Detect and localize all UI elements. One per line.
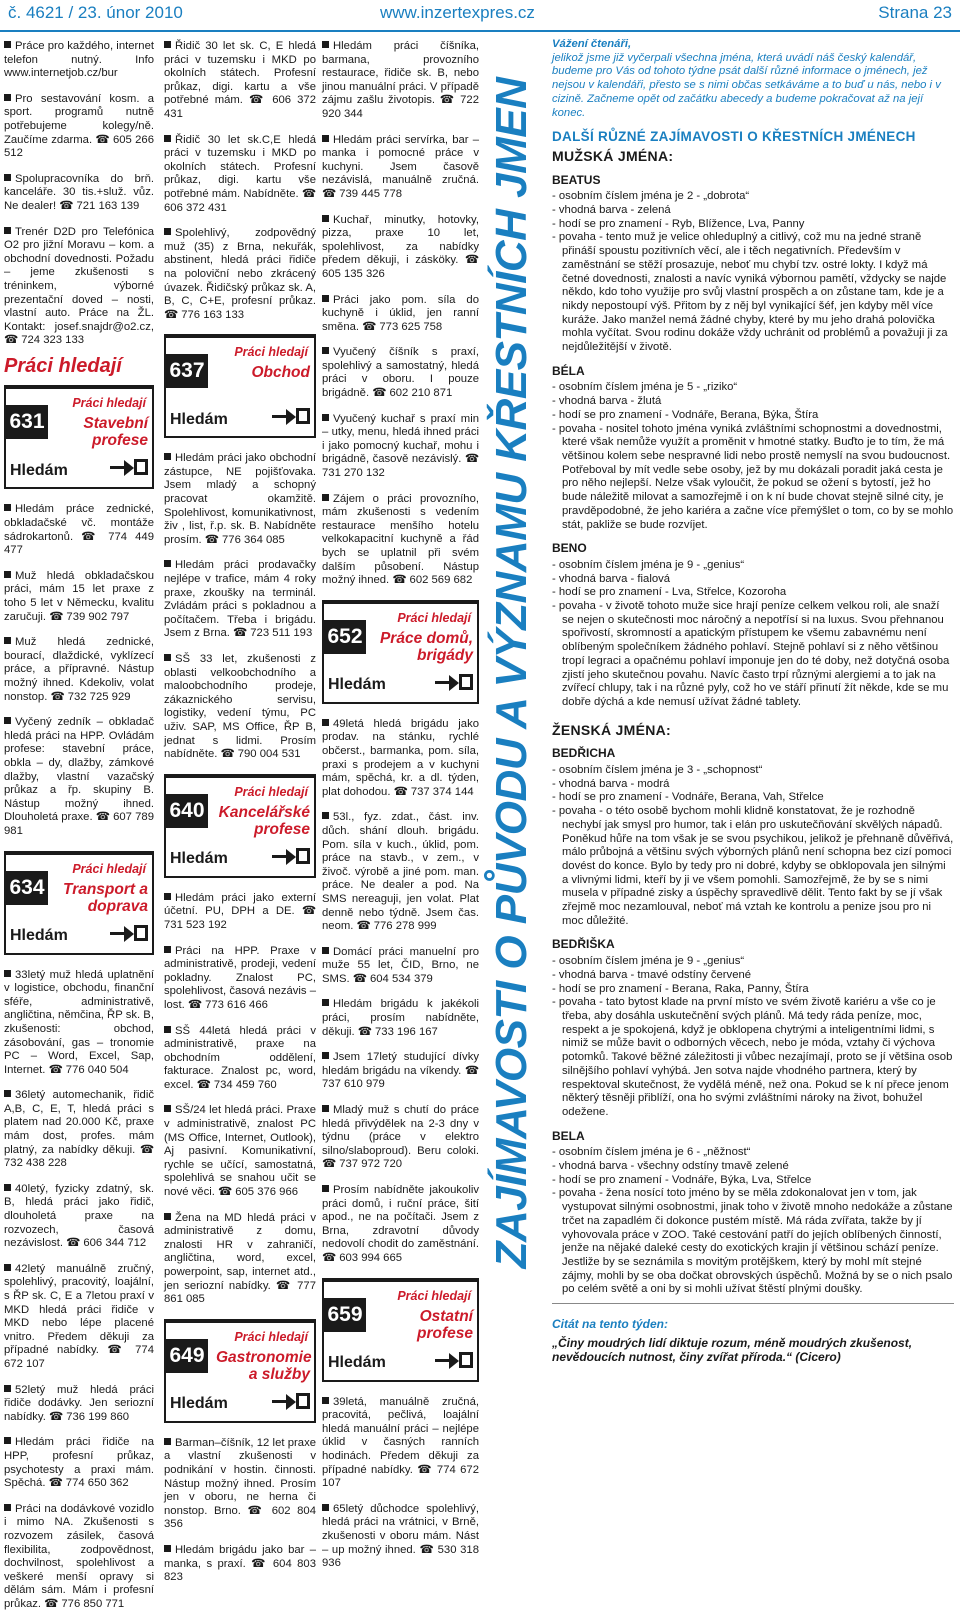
name-detail: - hodí se pro znamení - Vodnáře, Berana, Vah, Střelce <box>552 791 824 804</box>
bullet-square-icon <box>4 1504 11 1511</box>
names-section-title: DALŠÍ RŮZNÉ ZAJÍMAVOSTI O KŘESTNÍCH JMÉNECH <box>552 129 916 145</box>
classified-ad <box>322 998 479 1039</box>
category-seeking: Hledám <box>170 410 228 428</box>
intro <box>552 38 954 120</box>
bullet-square-icon <box>322 1504 329 1511</box>
name-heading: BELA <box>552 1128 585 1143</box>
bullet-square-icon <box>164 1545 171 1552</box>
bullet-square-icon <box>322 295 329 302</box>
classified-ad <box>164 452 316 547</box>
name-detail: - hodí se pro znamení - Berana, Raka, Panny, Štíra <box>552 982 809 995</box>
category-seeking: Hledám <box>10 461 68 479</box>
category-title: Gastronomie a služby <box>216 1348 312 1383</box>
bullet-square-icon <box>4 637 11 644</box>
bullet-square-icon <box>4 41 11 48</box>
arrow-icon <box>272 408 310 424</box>
bullet-square-icon <box>4 571 11 578</box>
category-number: 634 <box>6 871 48 905</box>
category-seeking: Hledám <box>10 926 68 944</box>
quote-divider <box>552 1303 954 1304</box>
classified-ad <box>4 969 154 1078</box>
bullet-square-icon <box>322 1185 329 1192</box>
name-detail: - osobním číslem jména je 5 - „riziko“ <box>552 381 738 394</box>
classified-ad <box>164 653 316 762</box>
ad-text: Zájem o práci provozního, mám zkušenosti s vedením restaurace menšího hotelu velkokapacitní kuchyně a řád bych se uplatnil při svém dalším působení. Nástup možný ihned. ☎ 602 569 682 <box>322 492 479 587</box>
classified-ad <box>4 40 154 81</box>
classified-ad <box>164 1544 316 1585</box>
classified-ad <box>164 1025 316 1093</box>
classified-ad <box>164 559 316 641</box>
name-detail: - vhodná barva - modrá <box>552 777 670 790</box>
ad-text: Prosím nabídněte jakoukoliv práci domů, i ruční práce, šití apod., ne na počítači. Jsem z Brna, zdravotní důvody nedovolí chodit do zaměstnání. ☎ 603 994 665 <box>322 1184 479 1264</box>
classified-ad <box>164 892 316 933</box>
name-detail: - osobním číslem jména je 3 - „schopnost“ <box>552 764 763 777</box>
category-title: Práce domů, brigády <box>379 629 473 664</box>
category-label: Práci hledají <box>72 396 146 411</box>
classified-ad <box>4 93 154 161</box>
ad-text: Práce pro každého, internet telefon nutný. Info www.internetjob.cz/bur <box>4 40 154 80</box>
male-names-title: MUŽSKÁ JMÉNA: <box>552 147 674 164</box>
classified-ad <box>4 1183 154 1251</box>
ad-text: Pro sestavování kosm. a sport. programů nutně potřebujeme kolegy/ně. Zaučíme zdarma. ☎ 605 266 512 <box>4 92 154 160</box>
bullet-square-icon <box>322 347 329 354</box>
category-number: 652 <box>324 620 366 654</box>
bullet-square-icon <box>322 719 329 726</box>
ad-text: Trenér D2D pro Telefónica O2 pro jižní Moravu – kom. a obchodní dovednosti. Požadu – jeme zkušenosti s tréninkem, výborné prezentační doved – nosti, vlastní auto. Práce na ŽL. Kontakt: josef.snajdr@o2.cz, ☎ 724 323 133 <box>4 225 154 347</box>
page-number: Strana 23 <box>878 3 952 22</box>
classified-ad <box>322 946 479 987</box>
classified-ad <box>164 227 316 322</box>
classified-ad <box>164 945 316 1013</box>
bullet-square-icon <box>4 1090 11 1097</box>
name-heading: BÉLA <box>552 363 585 378</box>
bullet-square-icon <box>4 1437 11 1444</box>
bullet-square-icon <box>4 1184 11 1191</box>
category-box-652 <box>322 600 479 704</box>
ad-text: Vyčený zedník – obkladač hledá práci na HPP. Ovládám profese: stavební práce, obkla – dy, dlažby, zámkové dlažby, vlastní vazačský průkaz a řp. skupiny B. Nástup možný ihned. Dlouholetá praxe. ☎ 607 789 981 <box>4 716 154 837</box>
category-label: Práci hledají <box>234 345 308 360</box>
category-label: Práci hledají <box>397 1288 471 1303</box>
bullet-square-icon <box>164 1105 171 1112</box>
bullet-square-icon <box>4 504 11 511</box>
category-seeking: Hledám <box>170 850 228 868</box>
category-title: Kancelářské profese <box>218 803 310 838</box>
name-detail: - povaha - o této osobě bychom mohli klidně konstatovat, že je rozhodně nechybí jak smysl pro humor, tak i elán pro uskutečňování skvělých nápadů. Poněkud hůře na tom však je se svou psychikou, jelikož je přehnaně důvěřivá, málo průbojná a většinu svých výborných plánů není schopna bez cizí pomoci dovést do konce. Bylo by tedy pro ni dobré, kdyby se obklopovala jen silnými a vlivnými lidmi, kteří by ji ve všem pomohli. Samozřejmě, že by se s nimi musela v případné zisky a úspěchy spravedlivě dělit. Tento fakt by se jí však zřejmě moc nezamlouval, neboť má vztah ke kontrolu a penize jsou pro ni moc důležité. <box>552 805 954 927</box>
name-detail: - vhodná barva - zelená <box>552 204 671 217</box>
name-detail: - osobním číslem jména je 9 - „genius“ <box>552 558 745 571</box>
category-box-659 <box>322 1278 479 1382</box>
name-heading: BEATUS <box>552 172 601 187</box>
category-label: Práci hledají <box>234 784 308 799</box>
bullet-square-icon <box>164 560 171 567</box>
bullet-square-icon <box>164 453 171 460</box>
bullet-square-icon <box>322 41 329 48</box>
name-detail: - osobním číslem jména je 9 - „genius“ <box>552 955 745 968</box>
classified-ad <box>322 346 479 400</box>
category-box-649 <box>164 1319 316 1423</box>
ad-text: Žena na MD hledá práci v administrativě z domu, znalosti HR v zahraničí, angličtina, word, excel, powerpoint, sap, internet atd., jen seriozní nabídky. ☎ 777 861 085 <box>164 1211 316 1306</box>
ad-text: 65letý důchodce spolehlivý, hledá práci na vrátnici, v Brně, zkušenosti v oboru mám. Nást – up možný ihned. ☎ 530 318 936 <box>322 1502 479 1570</box>
category-seeking: Hledám <box>170 1395 228 1413</box>
classified-ad <box>4 173 154 214</box>
classified-ad <box>4 503 154 557</box>
classified-ad <box>164 40 316 122</box>
arrow-icon <box>435 1352 473 1368</box>
names-column <box>552 38 954 1364</box>
ad-text: Hledám práci jako obchodní zástupce, NE pojišťovaka. Jsem mladý a schopný pracovat okamžitě. Spolehlivost, komunikativnost, živ , list, ř.p. sk. B. Nabídněte prosím. ☎ 776 364 085 <box>164 452 316 546</box>
ad-text: Kuchař, minutky, hotovky, pizza, praxe 10 let, spolehlivost, za nabídky předem děkuji, i zásköky. ☎ 605 135 326 <box>322 213 479 280</box>
category-seeking: Hledám <box>328 1353 386 1371</box>
bullet-square-icon <box>164 654 171 661</box>
ad-text: 40letý, fyzicky zdatný, sk. B, hledá práci jako řidič, dlouholetá praxe na rozvozech, časová nezávislost. ☎ 606 344 712 <box>4 1182 154 1250</box>
section-title-prace-hledaji: Práci hledají <box>4 354 122 377</box>
bullet-square-icon <box>4 717 11 724</box>
ad-text: 33letý muž hledá uplatnění v logistice, obchodu, finanční sféře, administrativě, angličtina, němčina, ŘP sk. B, zkušenosti: obchod, zásobování, gas – tronomie PC – Word, Excel, Sap, Internet. ☎ 776 040 504 <box>4 968 154 1076</box>
ad-text: SŠ 44letá hledá práci v administrativě, praxe na obchodním oddělení, fakturace. Znalost pc, word, excel. ☎ 734 459 760 <box>164 1024 316 1091</box>
ad-text: Vyučený číšník s praxí, spolehlivý a samostatný, hledá práci v oboru. I pouze brigádně. ☎ 602 210 871 <box>322 346 479 400</box>
ad-text: Práci na HPP. Praxe v administrativě, prodeji, vedení pokladny. Znalost PC, spolehlivost, časová nezávis – lost. ☎ 773 616 466 <box>164 944 316 1011</box>
classified-ad <box>322 40 479 122</box>
bullet-square-icon <box>164 946 171 953</box>
ad-text: Vyučený kuchař s praxí min – utky, menu, hledá ihned práci i jako pomocný kuchař, mohu i brigádně, časově nezávislý. ☎ 731 270 132 <box>322 412 479 480</box>
classified-ad <box>4 716 154 838</box>
ad-text: Barman–číšník, 12 let praxe a vlastní zkušenosti v podnikání v hostin. činnosti. Nástup možný ihned. Prosím jen v oboru, ne herna či nonstop. Brno. ☎ 602 804 356 <box>164 1436 316 1531</box>
name-detail: - osobním číslem jména je 2 - „dobrota“ <box>552 190 750 203</box>
category-title: Stavební profese <box>83 415 148 450</box>
ad-text: Hledám práci číšníka, barmana, provozního restaurace, řidiče sk. B, nebo jinou manuální práci. V případě zájmu zašlu životopis. ☎ 722 920 344 <box>322 40 479 120</box>
classified-ad <box>4 636 154 704</box>
name-detail: - vhodná barva - fialová <box>552 572 671 585</box>
name-detail: - hodí se pro znamení - Lva, Střelce, Kozoroha <box>552 586 787 599</box>
ad-text: Hledám brigádu jako bar – manka, s praxí. ☎ 604 803 823 <box>164 1543 316 1584</box>
arrow-icon <box>435 674 473 690</box>
bullet-square-icon <box>322 135 329 142</box>
classified-ad <box>322 1503 479 1571</box>
name-detail: - povaha - nositel tohoto jména vyniká zvláštními schopnostmi a dovednostmi, které však nemůže využít a proměnit v hmotné statky. Buďto je to tím, že má většinou kolem sebe nespravné lidi nebo prostě nemyslí na svou budoucnost. Potřeboval by mít vedle sebe osoby, jež by mu dokázali poradit jaká cesta je pro něho nejlepší. Nelze však vyloučit, že pokud se ožení s bytostí, jež ho bude náležitě milovat a samozřejmě i on k ní bude chovat stejně silné city, je pravděpodobné, že jeho kariéra a začne více přemýšlet o tom, co by se mohlo stát, pakliže se bude rozvíjet. <box>552 422 954 531</box>
category-title: Transport a doprava <box>63 880 148 915</box>
classified-ad <box>322 718 479 800</box>
ad-text: Muž hledá obkladačskou práci, mám 15 let praxe z toho 5 let v Německu, kvalitu zaručuji. ☎ 739 902 797 <box>4 569 154 623</box>
classified-ad <box>4 1263 154 1372</box>
name-heading: BEDŘICHA <box>552 746 616 761</box>
classified-ad <box>322 134 479 202</box>
category-label: Práci hledají <box>234 1329 308 1344</box>
ad-text: Práci jako pom. síla do kuchyně i úklid, jen ranní směna. ☎ 773 625 758 <box>322 293 479 333</box>
ad-text: Hledám práci prodavačky nejlépe v trafice, mám 4 roky praxe, zkoušky na terminál. Zvládám práci s pokladnou a počítačem. Třeba i brigádu. Jsem z Brna. ☎ 723 511 193 <box>164 559 316 640</box>
intro-body: jelikož jsme již vyčerpali všechna jména, která uvádí náš český kalendář, budeme pro Vás od tohoto týdne psát další různé informace o jménech, jež nejsou v kalendáři, přesto se s nimi občas setkáváme a to buď u nás, nebo i v cizině. Začneme opět od začátku abecedy a budeme pokračovat až na její konec. <box>552 51 941 119</box>
ad-text: Hledám práci servírka, bar – manka i pomocné práce v kuchyni. Jsem časově nezávislá, manuálně zručná. ☎ 739 445 778 <box>322 133 479 200</box>
category-label: Práci hledají <box>72 861 146 876</box>
classified-ad <box>322 493 479 588</box>
classified-ad <box>4 1436 154 1490</box>
classified-ad <box>164 134 316 216</box>
ad-text: 42letý manuálně zručný, spolehlivý, pracovitý, loajální, s ŘP sk. C, E a 7letou praxí v MKD hledá práci řidiče v MKD nebo lépe placené vnitro. Předem děkuji za případné nabídky. ☎ 774 672 107 <box>4 1262 154 1370</box>
category-number: 637 <box>166 354 208 388</box>
bullet-square-icon <box>322 215 329 222</box>
bullet-square-icon <box>164 1438 171 1445</box>
ad-text: Hledám práce zednické, obkladačské vč. montáže sádrokartonů. ☎ 774 449 477 <box>4 503 154 557</box>
bullet-square-icon <box>322 947 329 954</box>
ad-text: Hledám brigádu k jakékoli práci, prosím nabídněte, děkuji. ☎ 733 196 167 <box>322 998 479 1038</box>
bullet-square-icon <box>164 228 171 235</box>
bullet-square-icon <box>322 1397 329 1404</box>
ad-text: Práci na dodávkové vozidlo i mimo NA. Zkušenosti s rozvozem zásilek, časová flexibilita, zodpovědnost, dochvilnost, spolehlivost a veškeré menší opravy si dělám sám. Mám i profesní průkaz. ☎ 776 850 771 <box>4 1502 154 1610</box>
name-heading: BEDŘIŠKA <box>552 937 615 952</box>
intro-heading: Vážení čtenáři, <box>552 38 632 50</box>
issue-info: č. 4621 / 23. únor 2010 <box>8 3 183 22</box>
ad-text: Spolehlivý, zodpovědný muž (35) z Brna, nekuřák, abstinent, hledá práci řidiče na poloviční nebo zkrácený úvazek. Řidičský průkaz sk. A, B, C, C+E, profesní průkaz. ☎ 776 163 133 <box>164 227 316 321</box>
vertical-title-text: ZAJÍMAVOSTI O PŮVODU A VÝZNAMU KŘESTNÍCH JMEN <box>487 77 536 1269</box>
category-box-634 <box>4 851 154 955</box>
bullet-square-icon <box>164 135 171 142</box>
category-number: 649 <box>166 1339 208 1373</box>
arrow-icon <box>110 925 148 941</box>
ad-text: Jsem 17letý studující dívky hledám brigádu na víkendy. ☎ 737 610 979 <box>322 1051 479 1091</box>
category-label: Práci hledají <box>397 610 471 625</box>
classified-ad <box>164 1212 316 1307</box>
site-url[interactable]: www.inzertexpres.cz <box>380 3 535 22</box>
bullet-square-icon <box>164 1213 171 1220</box>
classified-ad <box>164 1437 316 1532</box>
category-title: Ostatní profese <box>417 1307 473 1342</box>
name-detail: - hodí se pro znamení - Vodnáře, Berana, Býka, Štíra <box>552 408 819 421</box>
page-header <box>0 0 960 34</box>
ad-text: SŠ/24 let hledá práci. Praxe v administrativě, znalost PC (MS Office, Internet, Outlook), Aj pasivní. Komunikativní, rychle se učící, samostatná, spolehlivá se snahou učit se nové věci. ☎ 605 376 966 <box>164 1104 316 1199</box>
classified-ad <box>4 570 154 624</box>
column-1 <box>4 38 154 1623</box>
category-box-640 <box>164 774 316 878</box>
bullet-square-icon <box>322 414 329 421</box>
ad-text: 53l., fyz. zdat., část. inv. důch. shání dlouh. brigádu. Pom. síla v kuch., úklid, pom. práce na stavb., v zem., v živoč. výrobě a jiné pom. man. práce. Ne dealer a pod. Na SMS nereaguji, jen volat. Plat denně nebo týdně. Jsem čas. neom. ☎ 776 278 999 <box>322 811 479 933</box>
ad-text: Muž hledá zednické, bourací, dlaždické, vyklízecí práce, a přípravné. Nástup možný ihned. Kdekoliv, volat nonstop. ☎ 732 725 929 <box>4 636 154 703</box>
column-2 <box>164 38 316 1597</box>
name-detail: - osobním číslem jména je 6 - „něžnost“ <box>552 1146 751 1159</box>
classified-ad <box>322 1184 479 1266</box>
name-detail: - vhodná barva - všechny odstíny tmavě zelené <box>552 1160 789 1173</box>
category-number: 640 <box>166 794 208 828</box>
classified-ad <box>322 294 479 335</box>
classified-ad <box>322 214 479 282</box>
category-seeking: Hledám <box>328 676 386 694</box>
quote-text: „Činy moudrých lidí diktuje rozum, méně moudrých zkušenost, nevědoucích nutnost, činy zvířat příroda.“ (Cicero) <box>552 1335 913 1364</box>
classified-ad <box>4 1089 154 1171</box>
bullet-square-icon <box>322 812 329 819</box>
ad-text: Domácí práci manuelní pro muže 55 let, ČID, Brno, ne SMS. ☎ 604 534 379 <box>322 945 479 985</box>
classified-ad <box>4 1503 154 1612</box>
bullet-square-icon <box>4 970 11 977</box>
vertical-title <box>485 38 539 1308</box>
bullet-square-icon <box>164 41 171 48</box>
bullet-square-icon <box>164 893 171 900</box>
ad-text: Řidič 30 let sk.C,E hledá práci v tuzemsku i MKD po okolních státech. Profesní průkaz, digi. kartu vše potřebné mám. Nabídněte. ☎ 606 372 431 <box>164 133 316 214</box>
bullet-square-icon <box>322 494 329 501</box>
classified-ad <box>322 1396 479 1491</box>
ad-text: Hledám práci řidiče na HPP, profesní průkaz, psychotesty a praxi mám. Spěchá. ☎ 774 650 362 <box>4 1436 154 1490</box>
column-3 <box>322 38 479 1583</box>
bullet-square-icon <box>322 999 329 1006</box>
arrow-icon <box>110 459 148 475</box>
bullet-square-icon <box>164 1026 171 1033</box>
name-detail: - hodí se pro znamení - Vodnáře, Býka, Lva, Střelce <box>552 1173 812 1186</box>
name-detail: - povaha - v životě tohoto muže sice hrají peníze celkem velkou roli, ale snaží se nejen o skutečnosti moc náročný a nepotřísí si na luxus. Svou přehnanou spořivostí, skromností a apatickým přístupem ke všemu zabavnému není oblíbeným společníkem žádného pohlaví. Stejně pohlaví si z něho většinou tropí legraci a opačnému pohlaví imponuje jen do té doby, než dotyčná osoba zjistí jeho skutečnou povahu. Navíc často trpí různými alergiemi a to jak na zvířecí chlupy, tak i na různé pyly, což ho ve stáří přinutí žít někde, kde se mu dobře dýchá a kde nemusí užívat žádné tablety. <box>552 600 950 708</box>
quote-heading: Citát na tento týden: <box>552 1317 668 1332</box>
name-detail: - povaha - tato bytost klade na první místo ve svém životě kariéru a vše co je třeba, aby dosáhla uskutečnění svých plánů. Má tedy ráda peníze, moc, respekt a je spokojená, když je obklopena chytrými a inteligentními lidmi, s nimiž se může bavit o odborných věcech, nebo je móda, vztahy či výchova potomků. Takové běžné záležitosti ji vůbec nezajímají, proto se jí většina osob silnějšího pohlaví vyhýbá. Jen sotva najde vhodného partnera, který by respektoval skutečnost, že vydělá méně, než ona. Pokud se k ní přece jenom některý těsněji přiblíží, ona ho svými zvláštními nároky na život, bohužel odežene. <box>552 996 953 1118</box>
category-number: 631 <box>6 405 48 439</box>
ad-text: SŠ 33 let, zkušenosti z oblasti velkoobchodního a maloobchodního prodeje, zákaznického servisu, logistiky, vedení týmu, PC uživ. SAP, MS Office, ŘP B, jednat s lidmi. Prosím nabídněte. ☎ 790 004 531 <box>164 653 316 761</box>
classified-ad <box>322 1051 479 1092</box>
ad-text: Spolupracovníka do brň. kanceláře. 30 tis.+služ. vůz. Ne dealer! ☎ 721 163 139 <box>4 172 154 212</box>
classified-ad <box>322 811 479 933</box>
bullet-square-icon <box>4 94 11 101</box>
bullet-square-icon <box>322 1052 329 1059</box>
bullet-square-icon <box>4 1264 11 1271</box>
classified-ad <box>4 1384 154 1425</box>
name-detail: - povaha - tento muž je velice ohleduplný a citlivý, což mu na jedné straně přináší spoustu pozitivních věcí, ale i těch negativních. Především v zaměstnání se stěží prosazuje, neboť mu chybí tzv. ostré lokty. I když má četné dovednosti, znalosti a navíc vyniká výbornou pamětí, vždycky se najde někdo, kdo toho využije pro svůj vlastní prospěch a on zůstane tam, kde je a nikdy nepostoupí výš. Přitom by z něj byl vynikající šéf, jen kdyby měl více kuráže. Jako manžel nemá žádné chyby, které by mu jeho drahá polovička mohla vyčítat. Svou rodinu dokáže vždy uchránit od problémů a považuji ji za nejdůležitější v životě. <box>552 231 948 354</box>
bullet-square-icon <box>4 227 11 234</box>
name-detail: - vhodná barva - žlutá <box>552 395 662 408</box>
bullet-square-icon <box>322 1105 329 1112</box>
ad-text: 49letá hledá brigádu jako prodav. na stánku, rychlé občerst., barmanka, pom. síla, praxi s prodejem a v kuchyni mám, spěchá, kr. a dl. týden, plat dohodou. ☎ 737 374 144 <box>322 717 479 798</box>
name-detail: - povaha - žena nosící toto jméno by se měla zdokonalovat jen v tom, jak vystupovat silnými osobnostmi, jinak toho v životě mnoho nedokáže a zůstane trčet na zapadlém či dokonce pustém místě. Má ráda zvířata, takže by jí vyhovovala práce v ZOO. Také cestování patří do jejích oblíbených činností, jenže na nějaké daleké cesty do exotických krajin jí většinou schází peníze. Jestliže by se seznámila s movitým protějškem, který by mohl mít stejné zájmy, mohli by se oba dočkat obrovských úspěchů. Možná by se o nich psalo po celém světě a oni by si mohli užívat štěstí plnými doušky. <box>552 1187 953 1296</box>
bullet-square-icon <box>4 174 11 181</box>
name-detail: - hodí se pro znamení - Ryb, Blížence, Lva, Panny <box>552 217 805 230</box>
category-box-631 <box>4 385 154 489</box>
ad-text: 36letý automechanik, řidič A,B, C, E, T, hledá práci s platem nad 20.000 Kč, praxe mám dost, profes. mám platný, za nabídky děkuji. ☎ 732 438 228 <box>4 1089 154 1170</box>
classified-ad <box>164 1104 316 1199</box>
ad-text: Řidič 30 let sk. C, E hledá práci v tuzemsku i MKD po okolních státech. Profesní průkaz, digi. kartu a vše potřebné mám. ☎ 606 372 431 <box>164 40 316 120</box>
header-rule <box>0 30 960 32</box>
category-title: Obchod <box>251 364 310 382</box>
classified-ad <box>4 226 154 348</box>
ad-text: 39letá, manuálně zručná, pracovitá, pečlivá, loajální hledá manuální práci – nejlépe úklid v časných ranních hodinách. Předem děkuji za případné nabídky. ☎ 774 672 107 <box>322 1395 479 1490</box>
name-heading: BENO <box>552 541 587 556</box>
arrow-icon <box>272 848 310 864</box>
ad-text: Hledám práci jako externí účetní. PU, DPH a DE. ☎ 731 523 192 <box>164 891 316 931</box>
category-box-637 <box>164 334 316 438</box>
bullet-square-icon <box>4 1385 11 1392</box>
female-names-title: ŽENSKÁ JMÉNA: <box>552 721 672 738</box>
category-number: 659 <box>324 1298 366 1332</box>
name-detail: - vhodná barva - tmavé odstíny červené <box>552 968 752 981</box>
ad-text: Mladý muž s chutí do práce hledá přivýdělek na 2-3 dny v týdnu (práce v elektro silno/slaboproud). Beru coloki. ☎ 737 972 720 <box>322 1104 479 1171</box>
ad-text: 52letý muž hledá práci řidiče dodávky. Jen seriozní nabídky. ☎ 736 199 860 <box>4 1383 154 1423</box>
classified-ad <box>322 413 479 481</box>
arrow-icon <box>272 1393 310 1409</box>
classified-ad <box>322 1104 479 1172</box>
